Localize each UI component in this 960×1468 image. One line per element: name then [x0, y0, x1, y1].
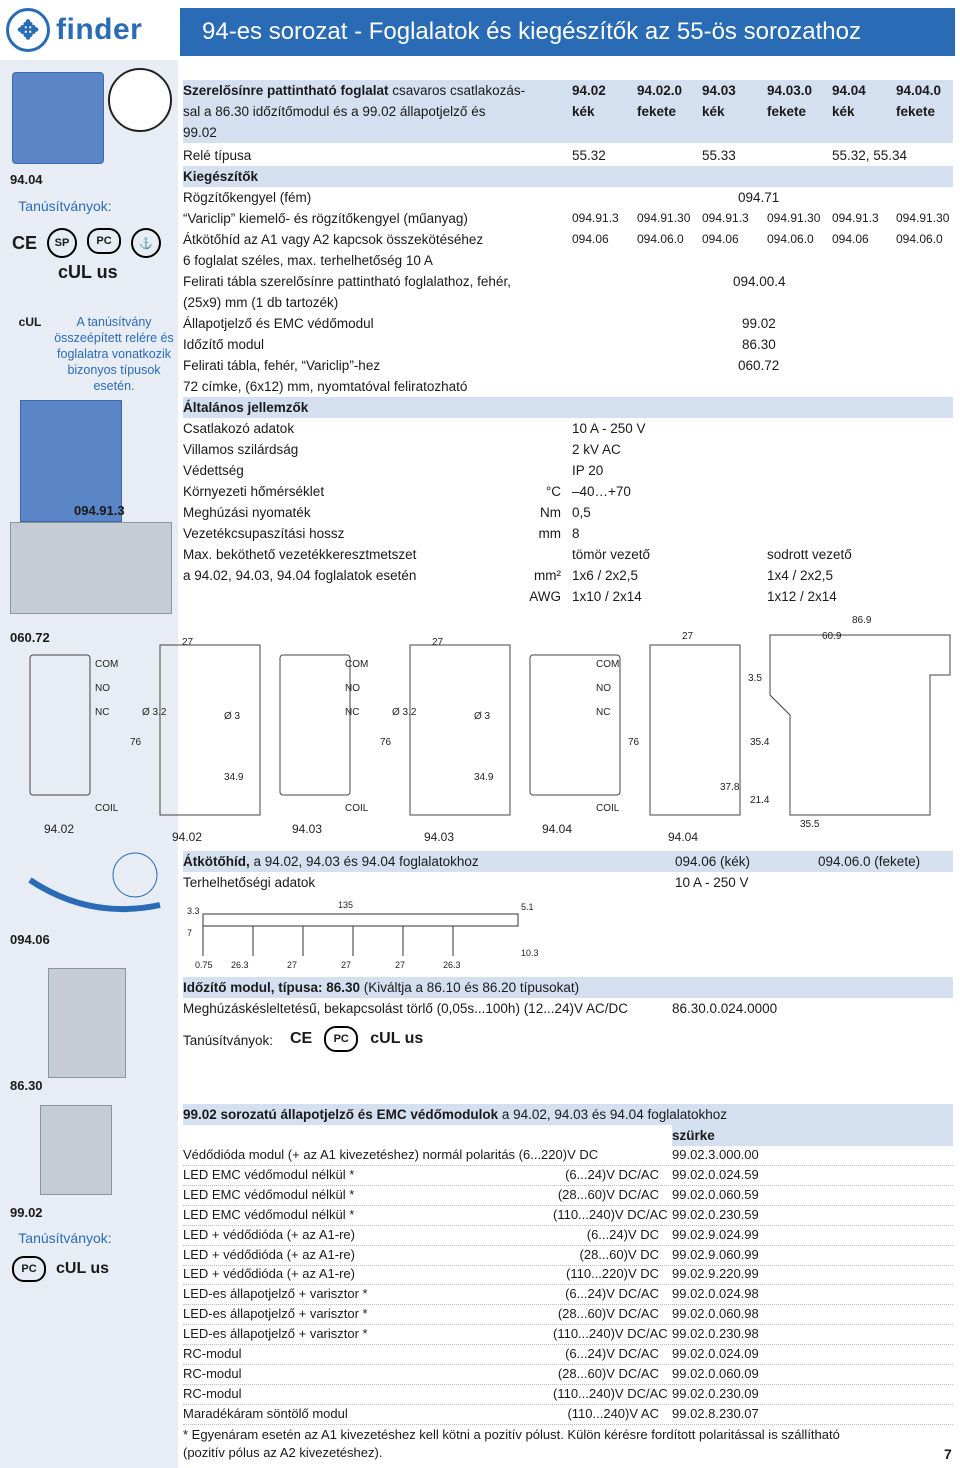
diag-label: 94.04 — [542, 822, 573, 836]
bridge-dim: 26.3 — [231, 960, 249, 970]
diag-label: 94.03 — [292, 822, 323, 836]
dim-76: 76 — [380, 737, 392, 748]
timer-code: 86.30.0.024.0000 — [672, 1001, 778, 1016]
module-range: (28...60)V DC — [579, 1246, 659, 1262]
bridge-drawing — [183, 896, 553, 970]
bridge-image — [20, 850, 170, 930]
col-code: 94.02 — [572, 83, 606, 98]
acc-row-label: Felirati tábla szerelősínre pattintható foglalathoz, fehér, — [183, 274, 511, 289]
module-code: 99.02.8.230.07 — [672, 1405, 759, 1421]
module-range: (28...60)V DC/AC — [557, 1306, 659, 1322]
coil-label: COIL — [596, 803, 620, 814]
acc-cell: 094.91.30 — [896, 211, 950, 225]
gen-label: Max. beköthető vezetékkeresztmetszet — [183, 547, 417, 562]
module-row — [183, 1404, 953, 1425]
bridge-load-label: Terhelhetőségi adatok — [183, 875, 316, 890]
dim-378: 37.8 — [720, 782, 740, 793]
col-code: 94.02.0 — [637, 83, 683, 98]
no-label: NO — [345, 683, 360, 694]
acc-row-label: “Variclip” kiemelő- és rögzítőkengyel (műanyag) — [183, 211, 468, 226]
module-row — [183, 1145, 953, 1166]
modules-title-row: 99.02 sorozatú állapotjelző és EMC védőmodulok a 94.02, 94.03 és 94.04 foglalatokhoz — [183, 1104, 953, 1125]
bridge-dim: 5.1 — [521, 902, 534, 912]
csa-icon: SP — [47, 228, 77, 258]
bridge-dim: 27 — [395, 960, 406, 970]
cul-us-icon: cUL us — [58, 262, 118, 282]
module-name: Védődióda modul (+ az A1 kivezetéshez) normál polaritás (6...220)V DC — [183, 1147, 599, 1162]
col-color: kék — [572, 104, 595, 119]
gen-value-2: sodrott vezető — [767, 547, 852, 562]
page-number: 7 — [944, 1446, 952, 1462]
col-color: kék — [702, 104, 725, 119]
module-row — [183, 1264, 953, 1285]
acc-cell: 094.06.0 — [896, 232, 943, 246]
cul-us-icon: cUL us — [370, 1030, 424, 1047]
col-code: 94.04 — [832, 83, 866, 98]
code-094913: 094.91.3 — [74, 503, 125, 518]
acc-cell: 094.91.30 — [767, 211, 821, 225]
code-8630: 86.30 — [10, 1078, 43, 1093]
acc-row-val: 99.02 — [742, 316, 776, 331]
module-range: (28...60)V DC/AC — [557, 1365, 659, 1381]
no-label: NO — [95, 683, 110, 694]
gen-label: a 94.02, 94.03, 94.04 foglalatok esetén — [183, 568, 417, 583]
gen-unit: AWG — [529, 589, 561, 604]
ce-icon: CE — [290, 1030, 313, 1047]
gen-value: 2 kV AC — [572, 442, 621, 457]
bridge-dim: 0.75 — [195, 960, 213, 970]
module-name: LED-es állapotjelző + varisztor * — [183, 1326, 368, 1342]
gost-icon: PC — [324, 1026, 358, 1052]
bridge-dim: 135 — [338, 900, 354, 910]
code-09406: 094.06 — [10, 932, 50, 947]
dim-349: 34.9 — [224, 772, 244, 783]
acc-cell: 094.91.3 — [572, 211, 619, 225]
timer-cert-icons — [290, 1026, 423, 1052]
acc-row-label: Állapotjelző és EMC védőmodul — [183, 316, 374, 331]
cert-label: Tanúsítványok: — [18, 198, 112, 214]
relay-val-1: 55.32 — [572, 148, 606, 163]
dim-214: 21.4 — [750, 795, 770, 806]
accessories-title: Kiegészítők — [183, 166, 953, 187]
module-row — [183, 1344, 953, 1365]
module-code: 99.02.0.060.09 — [672, 1365, 759, 1381]
cert-icons-2 — [12, 1256, 109, 1282]
com-label: COM — [95, 659, 119, 670]
dim-355: 35.5 — [800, 819, 820, 830]
gen-value: IP 20 — [572, 463, 604, 478]
diag-label: 94.03 — [424, 830, 455, 844]
ce-icon: CE — [12, 232, 38, 253]
acc-row-val: 86.30 — [742, 337, 776, 352]
com-label: COM — [345, 659, 369, 670]
general-title: Általános jellemzők — [183, 397, 953, 418]
relay-val-2: 55.33 — [702, 148, 736, 163]
gen-label: Villamos szilárdság — [183, 442, 299, 457]
module-name: LED-es állapotjelző + varisztor * — [183, 1306, 368, 1322]
module-name: LED EMC védőmodul nélkül * — [183, 1186, 355, 1202]
module-name: LED-es állapotjelző + varisztor * — [183, 1286, 368, 1302]
finder-logo-icon: ✥ — [6, 8, 50, 52]
module-code: 99.02.0.230.98 — [672, 1326, 759, 1342]
logo-text: finder — [56, 13, 143, 46]
module-range: (110...240)V DC/AC — [553, 1206, 668, 1222]
dim-76: 76 — [130, 737, 142, 748]
module-row — [183, 1225, 953, 1246]
module-name: LED + védődióda (+ az A1-re) — [183, 1246, 355, 1262]
module-code: 99.02.9.024.99 — [672, 1226, 759, 1242]
bridge-black: 094.06.0 (fekete) — [818, 854, 921, 869]
dim-27: 27 — [182, 637, 194, 648]
module-code: 99.02.0.060.59 — [672, 1186, 759, 1202]
acc-cell: 094.91.3 — [702, 211, 749, 225]
acc-row-label: Felirati tábla, fehér, “Variclip”-hez — [183, 358, 381, 373]
footnote-2: (pozitív pólus az A2 kivezetéshez). — [183, 1445, 383, 1460]
col-code: 94.04.0 — [896, 83, 942, 98]
gen-label: Környezeti hőmérséklet — [183, 484, 325, 499]
module-row — [183, 1384, 953, 1405]
acc-cell: 094.06 — [572, 232, 609, 246]
gen-value: 1x6 / 2x2,5 — [572, 568, 639, 583]
gen-label: Meghúzási nyomaték — [183, 505, 311, 520]
acc-row-label: Rögzítőkengyel (fém) — [183, 190, 312, 205]
dim-609: 60.9 — [822, 631, 842, 642]
acc-cell: 094.06.0 — [767, 232, 814, 246]
com-label: COM — [596, 659, 620, 670]
dim-3: Ø 3 — [474, 711, 491, 722]
nc-label: NC — [95, 707, 110, 718]
module-code: 99.02.9.060.99 — [672, 1246, 759, 1262]
gen-value: 10 A - 250 V — [572, 421, 646, 436]
module-range: (110...220)V DC — [566, 1266, 659, 1282]
module-range: (110...240)V DC/AC — [553, 1326, 668, 1342]
acc-cell: 094.06.0 — [637, 232, 684, 246]
module-range: (110...240)V DC/AC — [553, 1385, 668, 1401]
ul-icon: cUL — [18, 315, 42, 329]
gen-unit — [525, 439, 561, 460]
module-symbol-icon — [108, 68, 172, 132]
col-color: fekete — [767, 104, 807, 119]
bridge-title-row: Átkötőhíd, a 94.02, 94.03 és 94.04 foglalatokhoz — [183, 851, 953, 872]
page-title: 94-es sorozat - Foglalatok és kiegészítők az 55-ös sorozathoz — [180, 8, 955, 56]
dimension-diagrams — [0, 615, 960, 850]
module-code: 99.02.0.230.59 — [672, 1206, 759, 1222]
dim-869: 86.9 — [852, 615, 872, 626]
bridge-dim: 7 — [187, 928, 193, 938]
bridge-dim: 27 — [341, 960, 352, 970]
acc-row-val: 060.72 — [738, 358, 780, 373]
module-name: LED EMC védőmodul nélkül * — [183, 1206, 355, 1222]
module-name: LED + védődióda (+ az A1-re) — [183, 1266, 355, 1282]
finder-logo — [6, 6, 166, 54]
nc-label: NC — [596, 707, 611, 718]
gen-value: –40…+70 — [572, 484, 631, 499]
dim-3: Ø 3 — [224, 711, 241, 722]
dim-349: 34.9 — [474, 772, 494, 783]
gost-icon: PC — [12, 1256, 46, 1282]
module-name: LED + védődióda (+ az A1-re) — [183, 1226, 355, 1242]
gen-unit: mm² — [534, 568, 561, 583]
col-color: kék — [832, 104, 855, 119]
nc-label: NC — [345, 707, 360, 718]
module-9902-image — [40, 1105, 112, 1195]
bridge-blue: 094.06 (kék) — [675, 854, 751, 869]
gen-unit — [525, 460, 561, 481]
footnote-1: * Egyenáram esetén az A1 kivezetéshez kell kötni a pozitív pólust. Külön kérésre fordított polaritással is szállítható — [183, 1427, 840, 1442]
module-range: (28...60)V DC/AC — [557, 1186, 659, 1202]
relay-val-3: 55.32, 55.34 — [832, 148, 908, 163]
acc-cell: 094.91.3 — [832, 211, 879, 225]
col-color: fekete — [896, 104, 936, 119]
diag-label: 94.02 — [172, 830, 203, 844]
module-row — [183, 1364, 953, 1385]
module-row — [183, 1205, 953, 1226]
code-9902: 99.02 — [10, 1205, 43, 1220]
acc-row-label: 72 címke, (6x12) mm, nyomtatóval feliratozható — [183, 379, 468, 394]
code-9404: 94.04 — [10, 172, 43, 187]
gen-value: tömör vezető — [572, 547, 651, 562]
relay-type-label: Relé típusa — [183, 148, 252, 163]
cert-label-2: Tanúsítványok: — [18, 1230, 112, 1246]
coil-label: COIL — [345, 803, 369, 814]
lr-icon: ⚓ — [131, 228, 161, 258]
acc-row-label: (25x9) mm (1 db tartozék) — [183, 295, 339, 310]
module-range: (6...24)V DC/AC — [565, 1346, 659, 1361]
header-desc-2: sal a 86.30 időzítőmodul és a 99.02 állapotjelző és — [183, 104, 486, 119]
cul-us-icon: cUL us — [56, 1260, 110, 1277]
module-row — [183, 1245, 953, 1266]
col-code: 94.03.0 — [767, 83, 813, 98]
dim-27: 27 — [682, 631, 694, 642]
module-row — [183, 1185, 953, 1206]
coil-label: COIL — [95, 803, 119, 814]
label-sheet-image — [10, 522, 172, 614]
socket-9404-image — [12, 72, 104, 164]
col-code: 94.03 — [702, 83, 736, 98]
module-row — [183, 1304, 953, 1325]
gen-unit: °C — [545, 484, 561, 499]
gen-value: 1x10 / 2x14 — [572, 589, 642, 604]
dim-354: 35.4 — [750, 737, 770, 748]
module-name: RC-modul — [183, 1346, 242, 1361]
timer-desc: Meghúzáskésleltetésű, bekapcsolást törlő (0,05s...100h) (12...24)V AC/DC — [183, 1001, 628, 1016]
acc-row-val: 094.00.4 — [733, 274, 786, 289]
module-range: (6...24)V DC — [586, 1226, 659, 1242]
acc-row-label: Időzítő modul — [183, 337, 265, 352]
gen-unit: Nm — [540, 505, 561, 520]
acc-cell: 094.06 — [702, 232, 739, 246]
timer-title-row: Időzítő modul, típusa: 86.30 (Kiváltja a 86.10 és 86.20 típusokat) — [183, 977, 953, 998]
gen-label: Vezetékcsupaszítási hossz — [183, 526, 345, 541]
gen-unit — [525, 418, 561, 439]
gen-label: Védettség — [183, 463, 244, 478]
bridge-load: 10 A - 250 V — [675, 875, 749, 890]
module-range: (110...240)V AC — [567, 1405, 659, 1421]
module-range: (6...24)V DC/AC — [565, 1286, 659, 1302]
bridge-dim: 27 — [287, 960, 298, 970]
module-code: 99.02.0.024.09 — [672, 1346, 759, 1361]
gen-value-2: 1x4 / 2x2,5 — [767, 568, 834, 583]
diag-label: 94.02 — [44, 822, 75, 836]
timer-cert-label: Tanúsítványok: — [183, 1033, 274, 1048]
header-desc: Szerelősínre pattintható foglalat csavaros csatlakozás- — [183, 83, 526, 98]
bridge-dim: 3.3 — [187, 906, 200, 916]
gen-label: Csatlakozó adatok — [183, 421, 295, 436]
module-name: LED EMC védőmodul nélkül * — [183, 1166, 355, 1182]
module-name: RC-modul — [183, 1365, 242, 1381]
gen-value: 0,5 — [572, 505, 591, 520]
ul-note: A tanúsítvány összeépített relére és foglalatra vonatkozik bizonyos típusok esetén. — [54, 315, 174, 393]
acc-cell: 094.06 — [832, 232, 869, 246]
module-name: Maradékáram söntölő modul — [183, 1405, 348, 1421]
acc-row-label: Átkötőhíd az A1 vagy A2 kapcsok összekötéséhez — [183, 232, 484, 247]
gost-icon: PC — [87, 228, 121, 254]
dim-76: 76 — [628, 737, 640, 748]
module-code: 99.02.9.220.99 — [672, 1266, 759, 1282]
module-code: 99.02.0.060.98 — [672, 1306, 759, 1322]
dim-32: Ø 3.2 — [392, 707, 417, 718]
dim-32: Ø 3.2 — [142, 707, 167, 718]
gen-value-2: 1x12 / 2x14 — [767, 589, 837, 604]
acc-row-label: 6 foglalat széles, max. terhelhetőség 10 A — [183, 253, 433, 268]
module-name: RC-modul — [183, 1385, 242, 1401]
code-06072: 060.72 — [10, 630, 50, 645]
bridge-dim: 26.3 — [443, 960, 461, 970]
bridge-dim: 10.3 — [521, 948, 539, 958]
cert-icons — [12, 228, 161, 258]
module-range: (6...24)V DC/AC — [565, 1166, 659, 1182]
module-code: 99.02.0.230.09 — [672, 1385, 759, 1401]
timer-module-image — [48, 968, 126, 1078]
module-code: 99.02.3.000.00 — [672, 1147, 759, 1162]
dim-27: 27 — [432, 637, 444, 648]
diag-label: 94.04 — [668, 830, 699, 844]
acc-row-val: 094.71 — [738, 190, 780, 205]
dim-35: 3.5 — [748, 673, 762, 684]
no-label: NO — [596, 683, 611, 694]
header-desc-3: 99.02 — [183, 125, 217, 140]
gen-value: 8 — [572, 526, 580, 541]
gen-unit — [525, 544, 561, 565]
module-row — [183, 1324, 953, 1345]
module-code: 99.02.0.024.98 — [672, 1286, 759, 1302]
gen-unit: mm — [538, 526, 561, 541]
col-color: fekete — [637, 104, 677, 119]
acc-cell: 094.91.30 — [637, 211, 691, 225]
modules-col-header: szürke — [672, 1125, 953, 1146]
module-row — [183, 1165, 953, 1186]
module-row — [183, 1284, 953, 1305]
module-code: 99.02.0.024.59 — [672, 1166, 759, 1182]
